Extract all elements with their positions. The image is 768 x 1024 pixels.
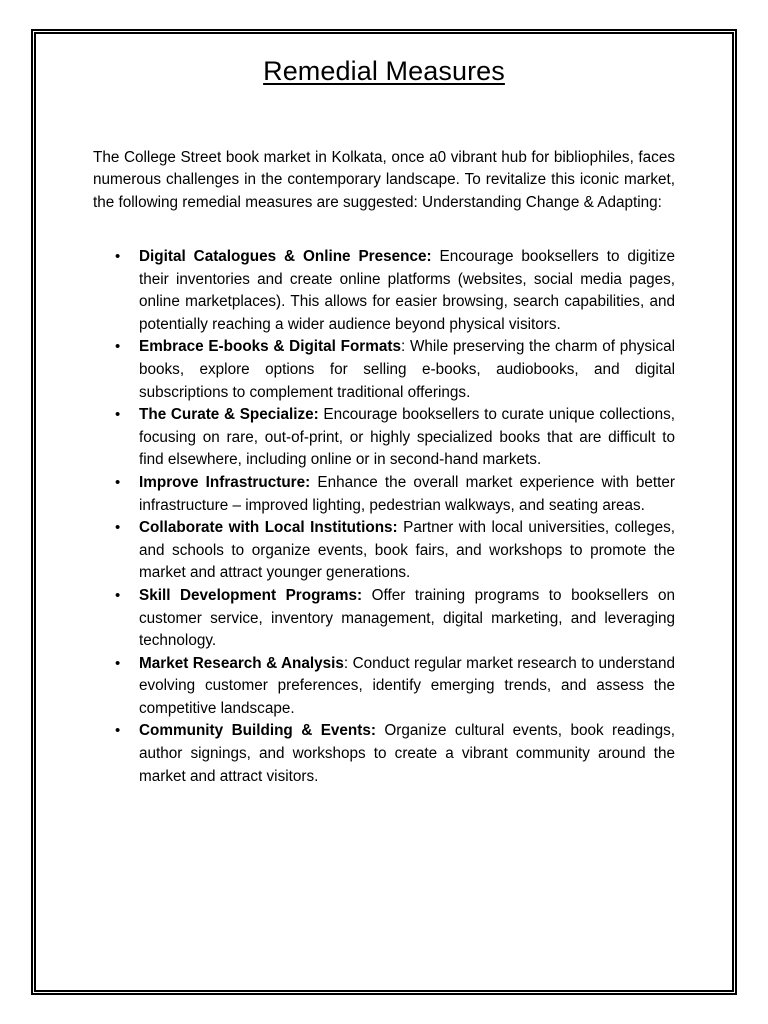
list-item: [93, 517, 675, 585]
bullet-icon: •: [115, 338, 121, 356]
item-title: Collaborate with Local Institutions:: [139, 519, 398, 537]
item-text: Offer training programs to booksellers on customer service, inventory management, digital marketing, and leveraging technology.: [139, 586, 675, 650]
bullet-icon: •: [115, 654, 121, 672]
item-title: Skill Development Programs:: [139, 586, 363, 604]
item-title: Embrace E-books & Digital Formats: [139, 338, 401, 356]
list-item: [93, 336, 675, 404]
list-item: [93, 585, 675, 653]
item-text: Encourage booksellers to digitize their inventories and create online platforms (websites, social media pages, online marketplaces). This allows for easier browsing, search capabilities, and potentially reaching a wider audience beyond physical visitors.: [139, 248, 675, 333]
item-title: Market Research & Analysis: [139, 654, 344, 672]
item-text: Organize cultural events, book readings, author signings, and workshops to create a vibrant community around the market and attract visitors.: [139, 722, 675, 785]
item-title: Improve Infrastructure:: [139, 473, 311, 491]
item-text: : Conduct regular market research to understand evolving customer preferences, identify emerging trends, and assess the competitive landscape.: [139, 654, 675, 717]
list-item: [93, 404, 675, 472]
bullet-icon: •: [115, 406, 121, 424]
bullet-icon: •: [115, 519, 121, 537]
item-text: Enhance the overall market experience with better infrastructure – improved lighting, pedestrian walkways, and seating areas.: [139, 473, 675, 514]
intro-paragraph: The College Street book market in Kolkata, once a0 vibrant hub for bibliophiles, faces numerous challenges in the contemporary landscape. To revitalize this iconic market, the following remedial measures are suggested: Understanding Change & Adapting:: [93, 149, 675, 211]
item-text: Partner with local universities, colleges, and schools to organize events, book fairs, and workshops to promote the market and attract younger generations.: [139, 519, 675, 582]
item-title: Community Building & Events:: [139, 722, 376, 740]
page-title: Remedial Measures: [263, 56, 505, 86]
bullet-icon: •: [115, 586, 121, 604]
list-item: [93, 653, 675, 721]
item-title: Digital Catalogues & Online Presence:: [139, 248, 432, 265]
list-item: [93, 472, 675, 517]
item-text: : While preserving the charm of physical books, explore options for selling e-books, audiobooks, and digital subscriptions to complement traditional offerings.: [139, 338, 675, 401]
measures-list: [93, 246, 675, 788]
item-text: Encourage booksellers to curate unique collections, focusing on rare, out-of-print, or highly specialized books that are difficult to find elsewhere, including online or in second-hand markets.: [139, 406, 675, 469]
bullet-icon: •: [115, 473, 121, 491]
bullet-icon: •: [115, 248, 121, 265]
item-title: The Curate & Specialize:: [139, 406, 319, 424]
bullet-icon: •: [115, 722, 121, 740]
list-item: [93, 246, 675, 336]
list-item: [93, 720, 675, 788]
